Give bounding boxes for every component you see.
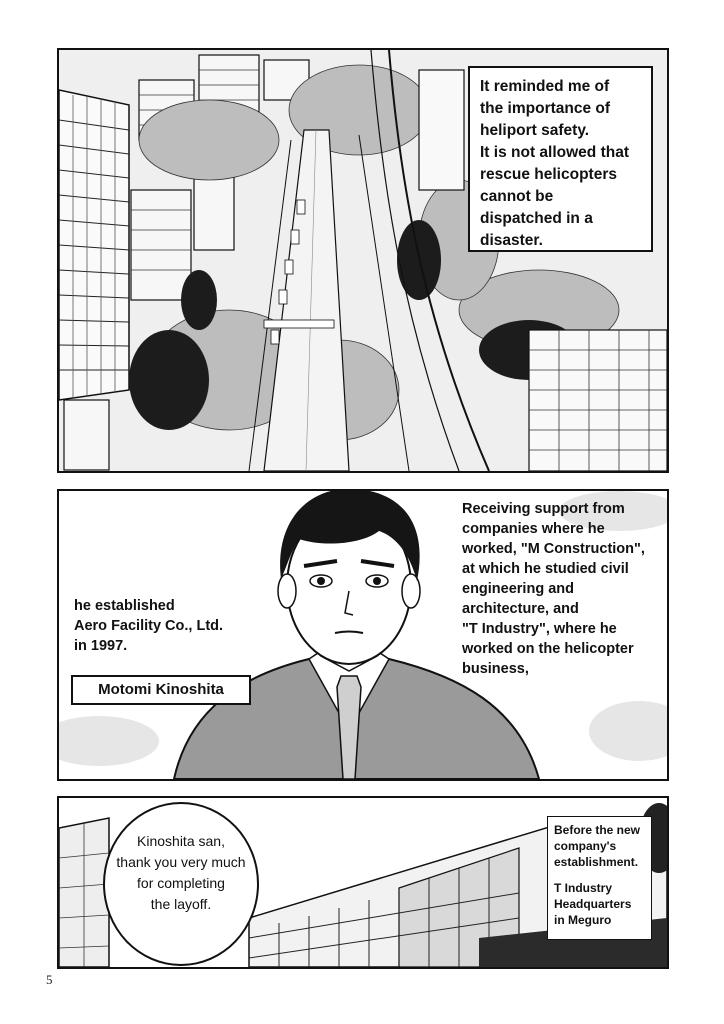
panel-aerial-city <box>57 48 669 473</box>
caption-line: T Industry <box>554 881 613 895</box>
caption-line: cannot be <box>480 188 554 205</box>
speech-line: the layoff. <box>150 896 212 912</box>
narration-line: at which he studied civil <box>462 561 629 577</box>
speech-line: thank you very much <box>116 854 246 870</box>
narration-line: worked on the helicopter <box>462 641 634 657</box>
panel-office-building <box>57 796 669 969</box>
panel-portrait <box>57 489 669 781</box>
speech-text <box>103 831 259 915</box>
caption-line: the importance of <box>480 100 611 117</box>
character-name-label: Motomi Kinoshita <box>71 675 251 705</box>
narration-line: worked, "M Construction", <box>462 541 645 557</box>
speech-line: for completing <box>137 875 225 891</box>
narration-line: business, <box>462 661 529 677</box>
caption-line: establishment. <box>554 855 639 869</box>
narration-right <box>462 499 667 679</box>
narration-caption <box>468 66 653 252</box>
crosswalk <box>264 320 334 328</box>
caption-line: It is not allowed that <box>480 144 629 161</box>
narration-line: Aero Facility Co., Ltd. <box>74 618 224 634</box>
caption-line: dispatched in a <box>480 210 593 227</box>
caption-line: rescue helicopters <box>480 166 617 183</box>
caption-line: Headquarters <box>554 897 632 911</box>
speech-line: Kinoshita san, <box>137 833 225 849</box>
caption-line: It reminded me of <box>480 78 610 95</box>
narration-line: architecture, and <box>462 601 579 617</box>
page-number: 5 <box>46 972 53 987</box>
narration-line: in 1997. <box>74 638 128 654</box>
narration-line: he established <box>74 598 175 614</box>
caption-line: Before the new <box>554 823 641 837</box>
caption-line: heliport safety. <box>480 122 590 139</box>
narration-line: companies where he <box>462 521 605 537</box>
left-building <box>59 818 109 967</box>
narration-line: "T Industry", where he <box>462 621 617 637</box>
narration-line: Receiving support from <box>462 501 625 517</box>
left-apartment-building <box>59 90 129 400</box>
caption-line: disaster. <box>480 232 543 249</box>
narration-line: engineering and <box>462 581 574 597</box>
caption-line: company's <box>554 839 617 853</box>
caption-line: in Meguro <box>554 913 612 927</box>
location-caption <box>547 816 652 940</box>
narration-left <box>74 596 264 656</box>
